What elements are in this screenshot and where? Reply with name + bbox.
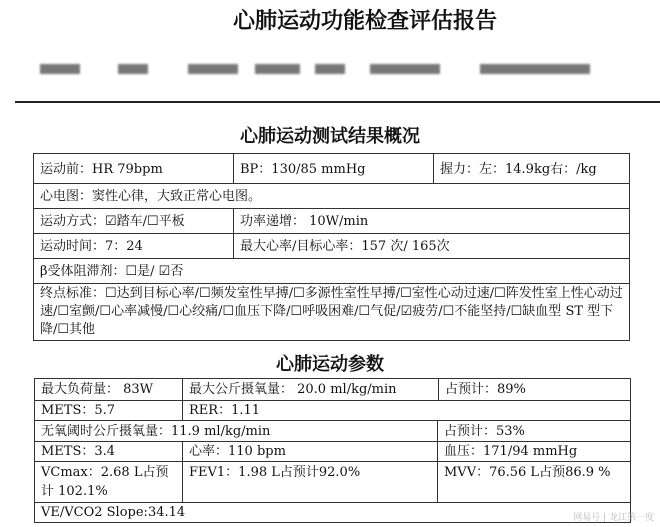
bp-cell: BP：130/85 mmHg bbox=[233, 153, 434, 184]
at-vo2-cell: 无氧阈时公斤摄氧量：11.9 ml/kg/min bbox=[34, 420, 438, 442]
mets1-cell: METS：5.7 bbox=[34, 400, 183, 421]
mode-cell: 运动方式：☑踏车/☐平板 bbox=[33, 208, 234, 234]
grip-cell: 握力：左：14.9kg右：/kg bbox=[433, 153, 630, 184]
pre-hr-cell: 运动前：HR 79bpm bbox=[33, 153, 234, 184]
fev1-cell: FEV1：1.98 L占预计92.0% bbox=[182, 461, 438, 503]
mets2-cell: METS：3.4 bbox=[34, 441, 183, 462]
ecg-cell: 心电图：窦性心律，大致正常心电图。 bbox=[33, 183, 630, 209]
pred1-cell: 占预计：89% bbox=[438, 378, 631, 401]
hr-cell: 心率：110 bpm bbox=[182, 441, 438, 462]
redacted-patient-info bbox=[40, 62, 600, 76]
endpoint-cell: 终点标准：☐达到目标心率/☐频发室性早搏/☐多源性室性早搏/☐室性心动过速/☐阵发性室上性心动过速/☐室颤/☐心率减慢/☐心绞痛/☐血压下降/☐呼吸困难/☐气促/☑疲劳/☐不能坚持/☐缺血型 ST 型下降/☐其他 bbox=[33, 283, 630, 341]
vcmax-cell: VCmax：2.68 L占预计 102.1% bbox=[34, 461, 183, 503]
max-vo2-cell: 最大公斤摄氧量： 20.0 ml/kg/min bbox=[182, 378, 439, 401]
power-cell: 功率递增： 10W/min bbox=[233, 208, 630, 234]
report-title: 心肺运动功能检查评估报告 bbox=[232, 9, 497, 34]
bp-peak-cell: 血压：171/94 mmHg bbox=[437, 441, 631, 462]
rer-cell: RER：1.11 bbox=[182, 400, 631, 421]
mvv-cell: MVV：76.56 L占预86.9 % bbox=[437, 461, 631, 503]
section2-title: 心肺运动参数 bbox=[276, 354, 384, 375]
max-hr-cell: 最大心率/目标心率：157 次/ 165次 bbox=[233, 233, 630, 259]
watermark: 网易号 | 龙江第一度 bbox=[573, 513, 654, 523]
header-divider bbox=[15, 101, 660, 103]
max-load-cell: 最大负荷量： 83W bbox=[34, 378, 183, 401]
pred2-cell: 占预计：53% bbox=[437, 420, 631, 442]
beta-blocker-cell: β受体阻滞剂：☐是/ ☑否 bbox=[33, 258, 630, 284]
section1-title: 心肺运动测试结果概况 bbox=[240, 126, 420, 147]
time-cell: 运动时间：7：24 bbox=[33, 233, 234, 259]
slope-cell: VE/VCO2 Slope:34.14 bbox=[34, 502, 631, 523]
